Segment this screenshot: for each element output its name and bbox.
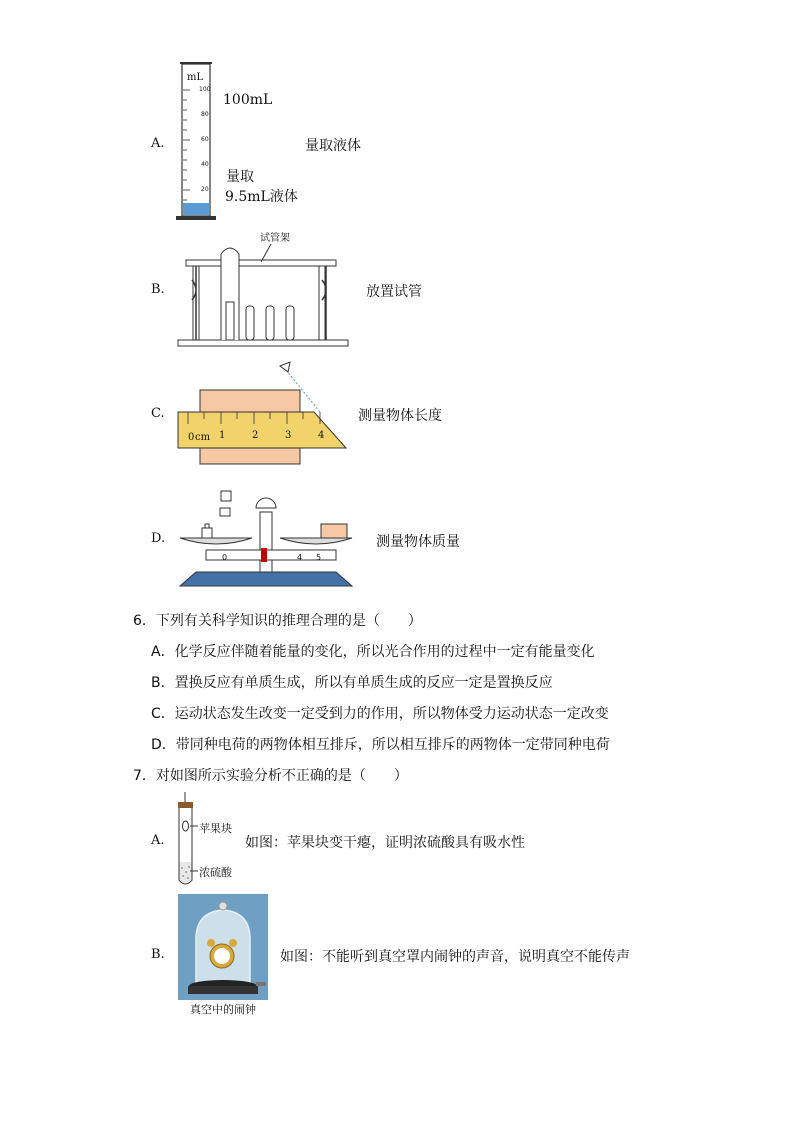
ruler-zero: 0 [188, 432, 195, 443]
q6-option-b [151, 672, 553, 692]
test-tube-rack-figure [176, 240, 351, 350]
q6-option-a-letter: A． [151, 644, 175, 660]
q5-option-c-caption: 测量物体长度 [358, 408, 442, 424]
q6-option-a [151, 641, 595, 661]
cylinder-tick-60: 60 [201, 136, 209, 143]
q6-option-c [151, 703, 609, 723]
q7-number: 7． [133, 768, 156, 784]
q6-number: 6． [133, 613, 156, 629]
q6-option-c-text: 运动状态发生改变一定受到力的作用，所以物体受力运动状态一定改变 [174, 706, 609, 722]
ruler-measurement-figure [176, 360, 351, 470]
q6-option-b-letter: B． [151, 675, 175, 691]
vacuum-bell-jar-photo [178, 894, 268, 1000]
q5-option-d-caption: 测量物体质量 [376, 534, 460, 550]
photo-caption: 真空中的闹钟 [190, 1003, 256, 1016]
scale-4: 4 [297, 553, 303, 562]
q6-option-b-text: 置换反应有单质生成，所以有单质生成的反应一定是置换反应 [174, 675, 553, 691]
q5-option-b-caption: 放置试管 [366, 284, 422, 300]
q7-option-b-letter: B. [151, 947, 165, 962]
q5-option-a-caption: 量取液体 [305, 138, 361, 154]
q5-option-b-letter: B. [151, 282, 165, 297]
rack-label: 试管架 [260, 233, 290, 244]
ruler-tick-3: 3 [285, 430, 292, 441]
cylinder-capacity-label: 100mL [223, 92, 273, 108]
q5-option-a-letter: A. [151, 136, 165, 151]
cylinder-volume-label: 9.5mL液体 [225, 189, 298, 205]
acid-label: 浓硫酸 [199, 866, 232, 879]
q7-option-a-letter: A. [151, 833, 165, 848]
cylinder-tick-100: 100 [199, 86, 211, 93]
cylinder-measure-label: 量取 [226, 169, 254, 185]
q6-option-a-text: 化学反应伴随着能量的变化，所以光合作用的过程中一定有能量变化 [174, 644, 595, 660]
q6-option-d [151, 734, 610, 754]
q7-stem [133, 765, 408, 785]
scale-5: 5 [316, 553, 322, 562]
q6-option-c-letter: C． [151, 706, 175, 722]
ruler-tick-2: 2 [252, 430, 259, 441]
q5-option-c-letter: C. [151, 406, 165, 421]
q6-stem-text: 下列有关科学知识的推理合理的是（ ） [155, 613, 422, 629]
ruler-unit: cm [195, 432, 211, 443]
q5-option-d-letter: D. [151, 531, 166, 546]
q7-stem-text: 对如图所示实验分析不正确的是（ ） [155, 768, 408, 784]
ruler-tick-4: 4 [318, 430, 325, 441]
cylinder-unit-label: mL [187, 72, 204, 83]
cylinder-tick-40: 40 [201, 161, 209, 168]
q7-option-a-text: 如图：苹果块变干瘪，证明浓硫酸具有吸水性 [245, 835, 525, 851]
balance-scale-figure [176, 488, 366, 588]
apple-label: 苹果块 [199, 822, 232, 835]
q6-option-d-letter: D． [151, 737, 176, 753]
cylinder-tick-80: 80 [201, 111, 209, 118]
q7-option-b-text: 如图：不能听到真空罩内闹钟的声音，说明真空不能传声 [280, 949, 630, 965]
scale-0: 0 [222, 553, 228, 562]
q6-option-d-text: 带同种电荷的两物体相互排斥，所以相互排斥的两物体一定带同种电荷 [175, 737, 610, 753]
cylinder-tick-20: 20 [201, 186, 209, 193]
ruler-tick-1: 1 [219, 430, 226, 441]
q6-stem [133, 610, 422, 630]
